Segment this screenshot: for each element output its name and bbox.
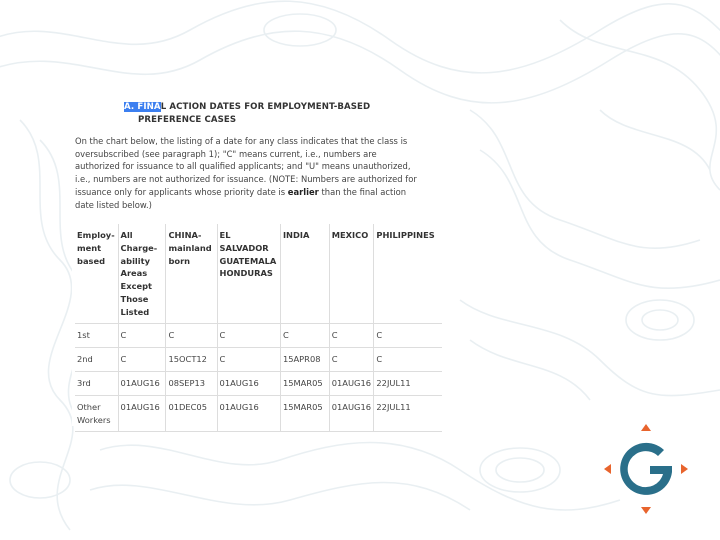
column-header-line: Those bbox=[120, 293, 149, 304]
heading-line-1-rest: L ACTION DATES FOR EMPLOYMENT-BASED bbox=[160, 102, 371, 112]
date-cell: 08SEP13 bbox=[166, 372, 217, 396]
column-header-line: EL bbox=[219, 230, 231, 240]
column-header-line: born bbox=[168, 255, 191, 266]
column-header-line: mainland bbox=[168, 242, 212, 253]
column-header-line: MEXICO bbox=[331, 230, 369, 240]
column-header-line: Listed bbox=[120, 306, 150, 317]
paragraph-bold-word: earlier bbox=[287, 186, 319, 197]
paragraph-text-end: than the final action date listed below.) bbox=[75, 186, 407, 210]
date-cell: 15MAR05 bbox=[280, 372, 329, 396]
table-body bbox=[75, 324, 442, 432]
column-header-line: based bbox=[77, 255, 106, 266]
date-cell: 01AUG16 bbox=[329, 372, 374, 396]
column-header-line: Except bbox=[120, 281, 153, 292]
column-header-all-chargeability bbox=[118, 224, 166, 324]
section-heading bbox=[124, 101, 370, 127]
table-row bbox=[75, 372, 442, 396]
column-header-line: ment bbox=[77, 242, 102, 253]
date-cell: C bbox=[329, 348, 374, 372]
column-header-el-salvador-guatemala-honduras bbox=[217, 224, 280, 324]
table-row bbox=[75, 348, 442, 372]
selected-heading-text: A. FINA bbox=[124, 102, 161, 112]
date-cell: C bbox=[217, 324, 280, 348]
date-cell: C bbox=[118, 324, 166, 348]
column-header-line: GUATEMALA bbox=[219, 255, 277, 266]
paragraph-text: On the chart below, the listing of a date for any class indicates that the class is oversubscribed (see paragraph 1); "C" means current, i.e., numbers are authorized for issuance to all qualified applicants; and "U" means unauthorized, i.e., numbers are not authorized for issuance. (NOTE: Numbers are authorized for issuance only for applicants whose priority date is bbox=[75, 136, 417, 197]
heading-line-2: PREFERENCE CASES bbox=[138, 115, 237, 125]
column-header-mexico bbox=[329, 224, 374, 324]
column-header-line: Charge- bbox=[120, 242, 158, 253]
date-cell: C bbox=[374, 348, 442, 372]
column-header-line: All bbox=[120, 230, 133, 240]
column-header-india bbox=[280, 224, 329, 324]
column-header-china-mainland bbox=[166, 224, 217, 324]
column-header-line: Areas bbox=[120, 268, 148, 279]
column-header-line: SALVADOR bbox=[219, 242, 269, 253]
date-cell: 01AUG16 bbox=[217, 396, 280, 432]
date-cell: 01AUG16 bbox=[217, 372, 280, 396]
table-row bbox=[75, 396, 442, 432]
table-row bbox=[75, 324, 442, 348]
date-cell: C bbox=[280, 324, 329, 348]
table-header-row bbox=[75, 224, 442, 324]
column-header-line: Employ- bbox=[77, 230, 115, 240]
g-compass-logo-icon bbox=[602, 422, 690, 516]
date-cell: 01AUG16 bbox=[329, 396, 374, 432]
date-cell: C bbox=[217, 348, 280, 372]
date-cell: C bbox=[329, 324, 374, 348]
final-action-dates-table bbox=[75, 224, 442, 432]
date-cell: 15OCT12 bbox=[166, 348, 217, 372]
row-label-cell: 1st bbox=[75, 324, 118, 348]
date-cell: C bbox=[166, 324, 217, 348]
instructions-paragraph bbox=[75, 135, 420, 211]
document-excerpt bbox=[72, 96, 442, 426]
date-cell: 01DEC05 bbox=[166, 396, 217, 432]
column-header-line: CHINA- bbox=[168, 230, 202, 240]
date-cell: 15APR08 bbox=[280, 348, 329, 372]
date-cell: C bbox=[374, 324, 442, 348]
column-header-philippines bbox=[374, 224, 442, 324]
row-label-cell: 2nd bbox=[75, 348, 118, 372]
date-cell: 01AUG16 bbox=[118, 396, 166, 432]
row-label-cell: Other Workers bbox=[75, 396, 118, 432]
date-cell: 22JUL11 bbox=[374, 396, 442, 432]
date-cell: C bbox=[118, 348, 166, 372]
column-header-line: ability bbox=[120, 255, 150, 266]
column-header-line: INDIA bbox=[282, 230, 310, 240]
date-cell: 22JUL11 bbox=[374, 372, 442, 396]
date-cell: 15MAR05 bbox=[280, 396, 329, 432]
date-cell: 01AUG16 bbox=[118, 372, 166, 396]
column-header-employment-based bbox=[75, 224, 118, 324]
column-header-line: HONDURAS bbox=[219, 268, 273, 279]
column-header-line: PHILIPPINES bbox=[376, 230, 435, 240]
row-label-cell: 3rd bbox=[75, 372, 118, 396]
